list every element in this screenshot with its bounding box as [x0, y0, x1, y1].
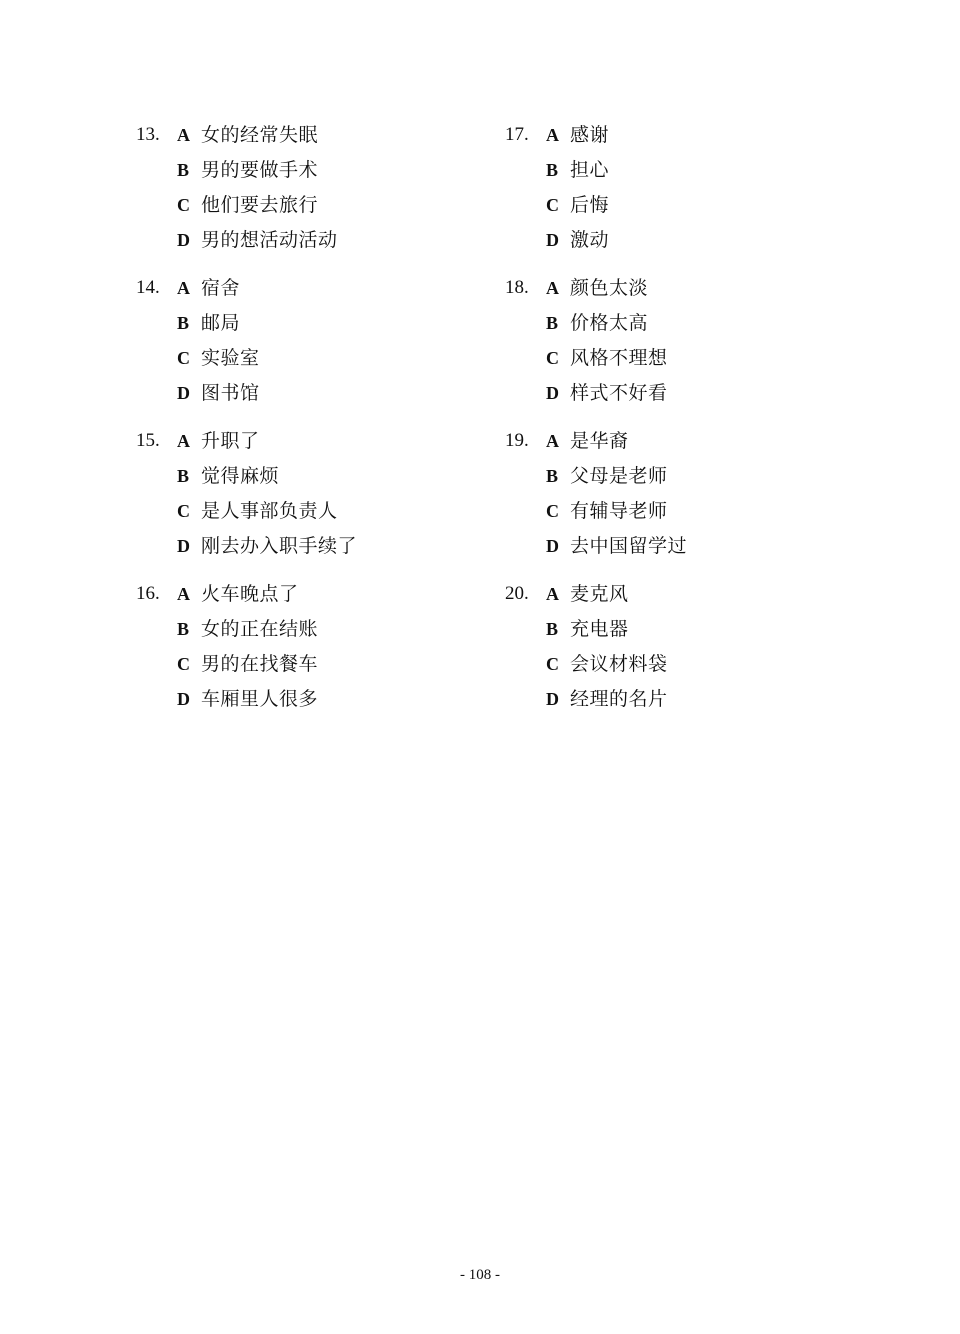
option-a — [177, 426, 260, 461]
question-number: 13. — [136, 124, 160, 145]
option-letter: A — [177, 431, 190, 451]
option-letter: C — [546, 195, 559, 215]
option-text: 邮局 — [201, 312, 241, 334]
option-text: 有辅导老师 — [570, 500, 668, 522]
option-text: 图书馆 — [201, 382, 260, 404]
option-b — [546, 461, 668, 496]
option-b — [546, 614, 629, 649]
option-a — [177, 120, 318, 155]
option-text: 麦克风 — [570, 583, 629, 605]
option-text: 是华裔 — [570, 430, 629, 452]
question-number: 19. — [505, 430, 529, 451]
left-column — [136, 120, 466, 732]
question-19 — [505, 426, 835, 579]
question-number: 17. — [505, 124, 529, 145]
option-letter: A — [177, 584, 190, 604]
option-b — [177, 308, 240, 343]
option-letter: C — [546, 501, 559, 521]
question-20 — [505, 579, 835, 732]
option-letter: D — [546, 689, 559, 709]
option-c — [177, 496, 338, 531]
option-letter: B — [546, 313, 559, 333]
option-letter: D — [177, 536, 190, 556]
option-text: 实验室 — [201, 347, 260, 369]
option-c — [546, 496, 668, 531]
option-c — [546, 343, 668, 378]
option-text: 经理的名片 — [570, 688, 668, 710]
option-text: 父母是老师 — [570, 465, 668, 487]
option-b — [546, 155, 609, 190]
option-letter: B — [546, 466, 559, 486]
option-d — [177, 378, 260, 413]
option-letter: B — [177, 619, 190, 639]
option-text: 男的要做手术 — [201, 159, 319, 181]
option-text: 样式不好看 — [570, 382, 668, 404]
option-letter: B — [177, 313, 190, 333]
question-number: 18. — [505, 277, 529, 298]
option-text: 担心 — [570, 159, 610, 181]
option-c — [546, 190, 609, 225]
option-letter: D — [546, 230, 559, 250]
option-text: 充电器 — [570, 618, 629, 640]
question-number: 16. — [136, 583, 160, 604]
option-c — [177, 343, 260, 378]
option-text: 刚去办入职手续了 — [201, 535, 358, 557]
option-text: 会议材料袋 — [570, 653, 668, 675]
option-text: 升职了 — [201, 430, 260, 452]
option-text: 男的想活动活动 — [201, 229, 338, 251]
option-b — [177, 155, 318, 190]
option-letter: A — [177, 278, 190, 298]
option-b — [177, 461, 279, 496]
option-d — [177, 684, 318, 719]
option-d — [546, 225, 609, 260]
option-letter: D — [546, 536, 559, 556]
option-letter: C — [546, 654, 559, 674]
option-d — [177, 531, 357, 566]
option-c — [177, 649, 318, 684]
option-c — [177, 190, 318, 225]
option-letter: B — [546, 619, 559, 639]
question-number: 20. — [505, 583, 529, 604]
option-text: 宿舍 — [201, 277, 241, 299]
option-letter: D — [177, 230, 190, 250]
option-a — [546, 426, 629, 461]
option-text: 女的经常失眠 — [201, 124, 319, 146]
option-d — [546, 531, 687, 566]
option-letter: D — [546, 383, 559, 403]
option-letter: A — [546, 431, 559, 451]
option-a — [546, 120, 609, 155]
option-b — [546, 308, 648, 343]
option-letter: A — [177, 125, 190, 145]
option-letter: C — [177, 195, 190, 215]
option-text: 他们要去旅行 — [201, 194, 319, 216]
option-letter: A — [546, 278, 559, 298]
option-letter: A — [546, 584, 559, 604]
option-b — [177, 614, 318, 649]
option-c — [546, 649, 668, 684]
option-letter: C — [177, 348, 190, 368]
option-a — [177, 273, 240, 308]
question-15 — [136, 426, 466, 579]
question-number: 14. — [136, 277, 160, 298]
question-14 — [136, 273, 466, 426]
option-text: 去中国留学过 — [570, 535, 688, 557]
option-text: 颜色太淡 — [570, 277, 649, 299]
option-text: 风格不理想 — [570, 347, 668, 369]
option-letter: D — [177, 689, 190, 709]
option-text: 后悔 — [570, 194, 610, 216]
option-text: 价格太高 — [570, 312, 649, 334]
option-text: 觉得麻烦 — [201, 465, 280, 487]
option-letter: C — [546, 348, 559, 368]
option-a — [546, 579, 629, 614]
option-a — [546, 273, 648, 308]
option-text: 激动 — [570, 229, 610, 251]
question-18 — [505, 273, 835, 426]
option-text: 男的在找餐车 — [201, 653, 319, 675]
option-letter: B — [177, 160, 190, 180]
option-a — [177, 579, 299, 614]
option-text: 车厢里人很多 — [201, 688, 319, 710]
question-16 — [136, 579, 466, 732]
right-column — [505, 120, 835, 732]
option-text: 感谢 — [570, 124, 610, 146]
question-13 — [136, 120, 466, 273]
option-letter: C — [177, 654, 190, 674]
option-letter: C — [177, 501, 190, 521]
option-text: 是人事部负责人 — [201, 500, 338, 522]
option-text: 火车晚点了 — [201, 583, 299, 605]
option-letter: B — [177, 466, 190, 486]
option-d — [546, 378, 668, 413]
question-number: 15. — [136, 430, 160, 451]
option-text: 女的正在结账 — [201, 618, 319, 640]
page-number: - 108 - — [460, 1267, 500, 1283]
question-17 — [505, 120, 835, 273]
option-d — [546, 684, 668, 719]
option-letter: D — [177, 383, 190, 403]
option-letter: B — [546, 160, 559, 180]
option-letter: A — [546, 125, 559, 145]
option-d — [177, 225, 338, 260]
